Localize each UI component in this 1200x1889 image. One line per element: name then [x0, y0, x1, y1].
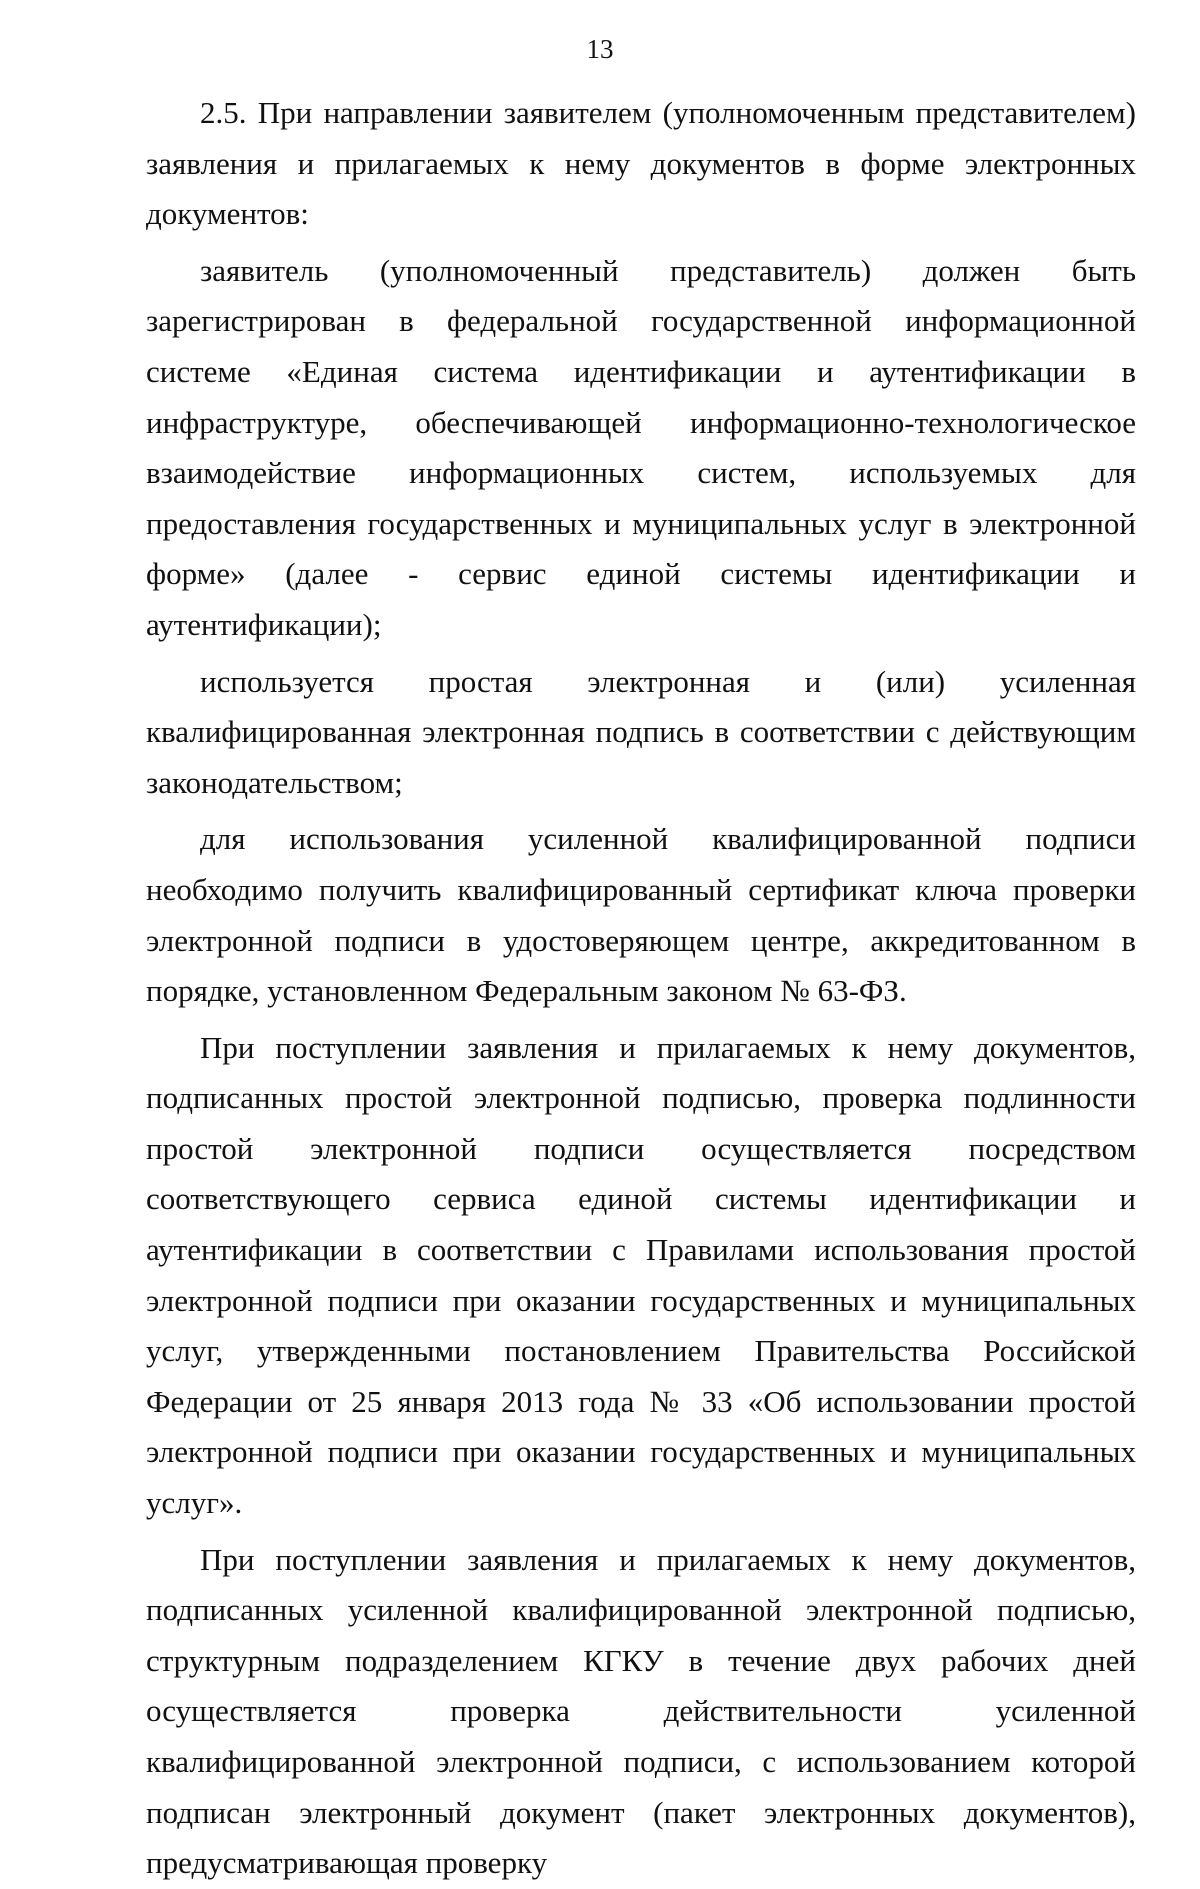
paragraph-signature-usage: используется простая электронная и (или) усиленная квалифицированная электронная подпись в соответствии с действующим законодательством;	[146, 663, 1136, 800]
paragraph-2-5: 2.5. При направлении заявителем (уполномоченным представителем) заявления и прилагаемых к нему документов в форме электронных документов:	[146, 95, 1136, 232]
paragraph-certificate-requirement: для использования усиленной квалифицированной подписи необходимо получить квалифицированный сертификат ключа проверки электронной подписи в удостоверяющем центре, аккредитованном в порядке, установленном Федеральным законом № 63-ФЗ.	[146, 821, 1136, 1009]
paragraph-simple-signature-check: При поступлении заявления и прилагаемых к нему документов, подписанных простой электронной подписью, проверка подлинности простой электронной подписи осуществляется посредством соответствующего сервиса единой системы идентификации и аутентификации в соответствии с Правилами использования простой электронной подписи при оказании государственных и муниципальных услуг, утвержденными постановлением Правительства Российской Федерации от 25 января 2013 года № 33 «Об использовании простой электронной подписи при оказании государственных и муниципальных услуг».	[146, 1029, 1136, 1521]
page-number: 13	[586, 34, 614, 64]
document-body	[146, 88, 1136, 1889]
paragraph-registration-requirement: заявитель (уполномоченный представитель) должен быть зарегистрирован в федеральной государственной информационной системе «Единая система идентификации и аутентификации в инфраструктуре, обеспечивающей информационно-технологическое взаимодействие информационных систем, используемых для предоставления государственных и муниципальных услуг в электронной форме» (далее - сервис единой системы идентификации и аутентификации);	[146, 252, 1136, 642]
paragraph-qualified-signature-check: При поступлении заявления и прилагаемых к нему документов, подписанных усиленной квалифицированной электронной подписью, структурным подразделением КГКУ в течение двух рабочих дней осуществляется проверка действительности усиленной квалифицированной электронной подписи, с использованием которой подписан электронный документ (пакет электронных документов), предусматривающая проверку	[146, 1541, 1136, 1881]
